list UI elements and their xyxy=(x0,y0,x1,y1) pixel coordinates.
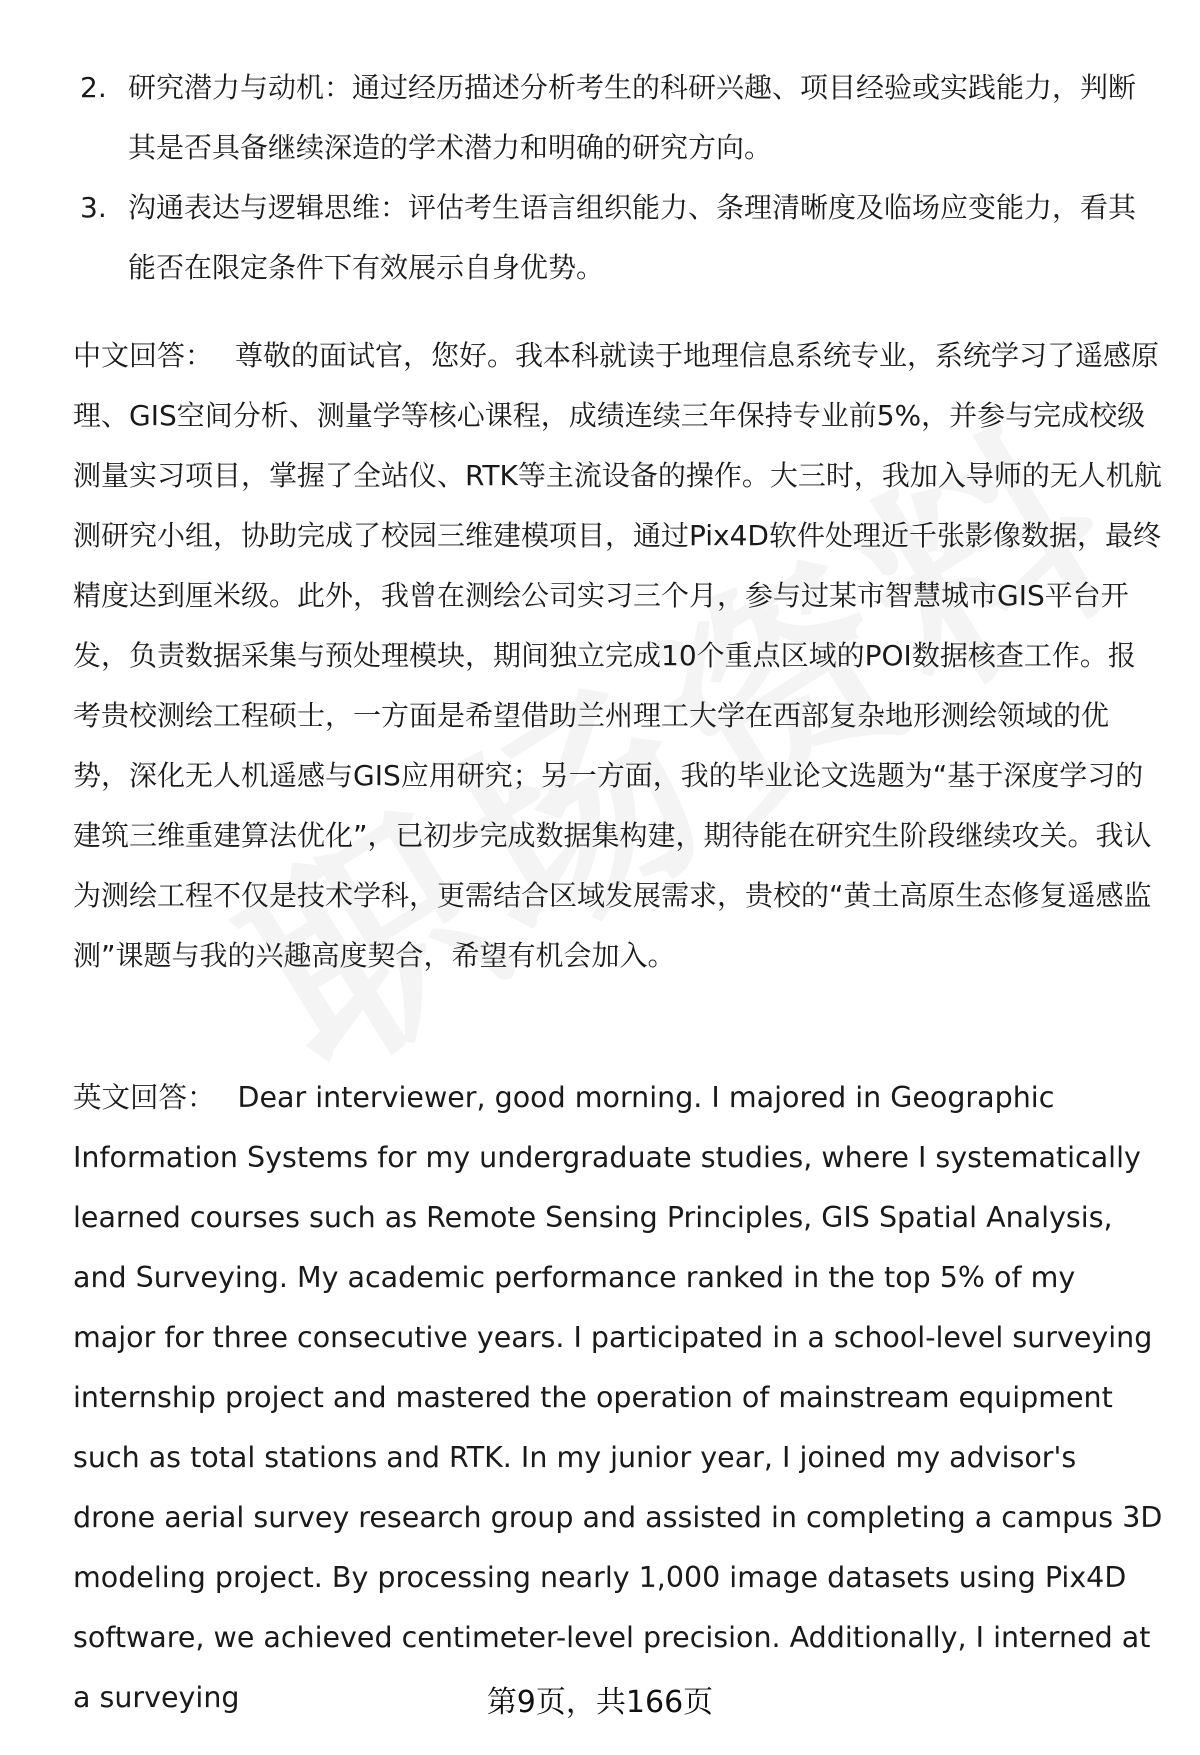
english-answer-text: Dear interviewer, good morning. I majored in Geographic Information Systems for my undergraduate studies, where I systematically learned courses such as Remote Sensing Principles, GIS Spatial Analysis, and Surveying. My academic performance ranked in the top 5% of my major for three consecutive years. I participated in a school-level surveying internship project and mastered the operation of mainstream equipment such as total stations and RTK. In my junior year, I joined my advisor's drone aerial survey research group and assisted in completing a campus 3D modeling project. By processing nearly 1,000 image datasets using Pix4D software, we achieved centimeter-level precision. Additionally, I interned at a surveying xyxy=(73,1081,1163,1714)
list-item-text: 沟通表达与逻辑思维：评估考生语言组织能力、条理清晰度及临场应变能力，看其能否在限定条件下有效展示自身优势。 xyxy=(128,191,1137,284)
chinese-answer-paragraph xyxy=(73,326,1163,986)
english-answer-label: 英文回答： xyxy=(73,1081,216,1114)
list-item xyxy=(80,58,1160,178)
list-item-text: 研究潜力与动机：通过经历描述分析考生的科研兴趣、项目经验或实践能力，判断其是否具备继续深造的学术潜力和明确的研究方向。 xyxy=(128,71,1137,164)
chinese-answer-label: 中文回答： xyxy=(73,339,214,372)
english-answer-paragraph xyxy=(73,1068,1163,1728)
criteria-list xyxy=(80,58,1160,298)
list-item-number: 2. xyxy=(80,71,107,104)
list-item xyxy=(80,178,1160,298)
chinese-answer-text: 尊敬的面试官，您好。我本科就读于地理信息系统专业，系统学习了遥感原理、GIS空间分析、测量学等核心课程，成绩连续三年保持专业前5%，并参与完成校级测量实习项目，掌握了全站仪、RTK等主流设备的操作。大三时，我加入导师的无人机航测研究小组，协助完成了校园三维建模项目，通过Pix4D软件处理近千张影像数据，最终精度达到厘米级。此外，我曾在测绘公司实习三个月，参与过某市智慧城市GIS平台开发，负责数据采集与预处理模块，期间独立完成10个重点区域的POI数据核查工作。报考贵校测绘工程硕士，一方面是希望借助兰州理工大学在西部复杂地形测绘领域的优势，深化无人机遥感与GIS应用研究；另一方面，我的毕业论文选题为“基于深度学习的建筑三维重建算法优化”，已初步完成数据集构建，期待能在研究生阶段继续攻关。我认为测绘工程不仅是技术学科，更需结合区域发展需求，贵校的“黄土高原生态修复遥感监测”课题与我的兴趣高度契合，希望有机会加入。 xyxy=(73,339,1162,972)
list-item-number: 3. xyxy=(80,191,107,224)
page-footer: 第9页，共166页 xyxy=(486,1685,714,1720)
